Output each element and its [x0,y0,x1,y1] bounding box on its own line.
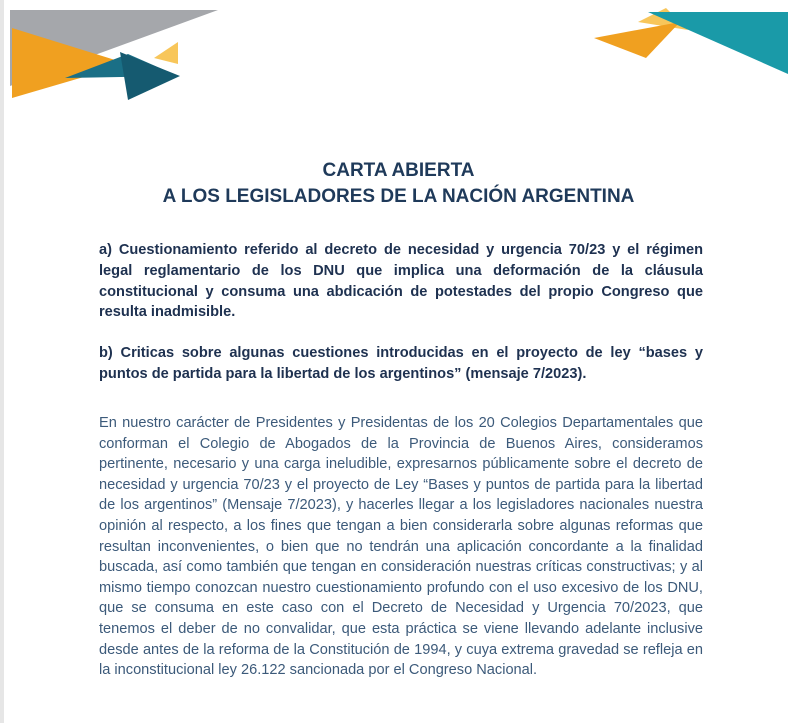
teal-triangle [648,12,788,74]
title-line-1: CARTA ABIERTA [322,160,475,181]
decorative-triangles-left [10,8,220,100]
decorative-triangles-right [590,8,790,76]
orange-triangle [594,22,680,58]
title-line-2: A LOS LEGISLADORES DE LA NACIÓN ARGENTINA [162,186,635,207]
body-paragraph: En nuestro carácter de Presidentes y Presidentas de los 20 Colegios Departamentales que conforman el Colegio de Abogados de la Provincia de Buenos Aires, consideramos pertinente, necesario y una carga ineludible, expresarnos públicamente sobre el decreto de necesidad y urgencia 70/23 y el proyecto de Ley “Bases y puntos de partida para la libertad de los argentinos” (Mensaje 7/2023), y hacerles llegar a los legisladores nacionales nuestra opinión al respecto, a los fines que tengan a bien considerarla sobre algunas reformas que resultan inconvenientes, o bien que no tendrán una aplicación concordante a la finalidad buscada, así como también que tengan en consideración nuestras críticas constructivas; y al mismo tiempo conozcan nuestro cuestionamiento profundo con el uso excesivo de los DNU, que se consuma en este caso con el Decreto de Necesidad y Urgencia 70/2023, que tenemos el deber de no convalidar, que esta práctica se viene llevando adelante inclusive desde antes de la reforma de la Constitución de 1994, y cuya extrema gravedad se refleja en la inconstitucional ley 26.122 sancionada por el Congreso Nacional. [99,415,703,679]
page-edge [0,0,4,723]
section-a-heading: a) Cuestionamiento referido al decreto de necesidad y urgencia 70/23 y el régimen legal reglamentario de los DNU que implica una deformación de la cláusula constitucional y consuma una abdicación de potestades del propio Congreso que resulta inadmisible. [99,242,703,321]
section-b-heading: b) Criticas sobre algunas cuestiones introducidas en el proyecto de ley “bases y puntos de partida para la libertad de los argentinos” (mensaje 7/2023). [99,345,703,382]
page-title [0,158,797,210]
light-orange-triangle [154,42,178,64]
